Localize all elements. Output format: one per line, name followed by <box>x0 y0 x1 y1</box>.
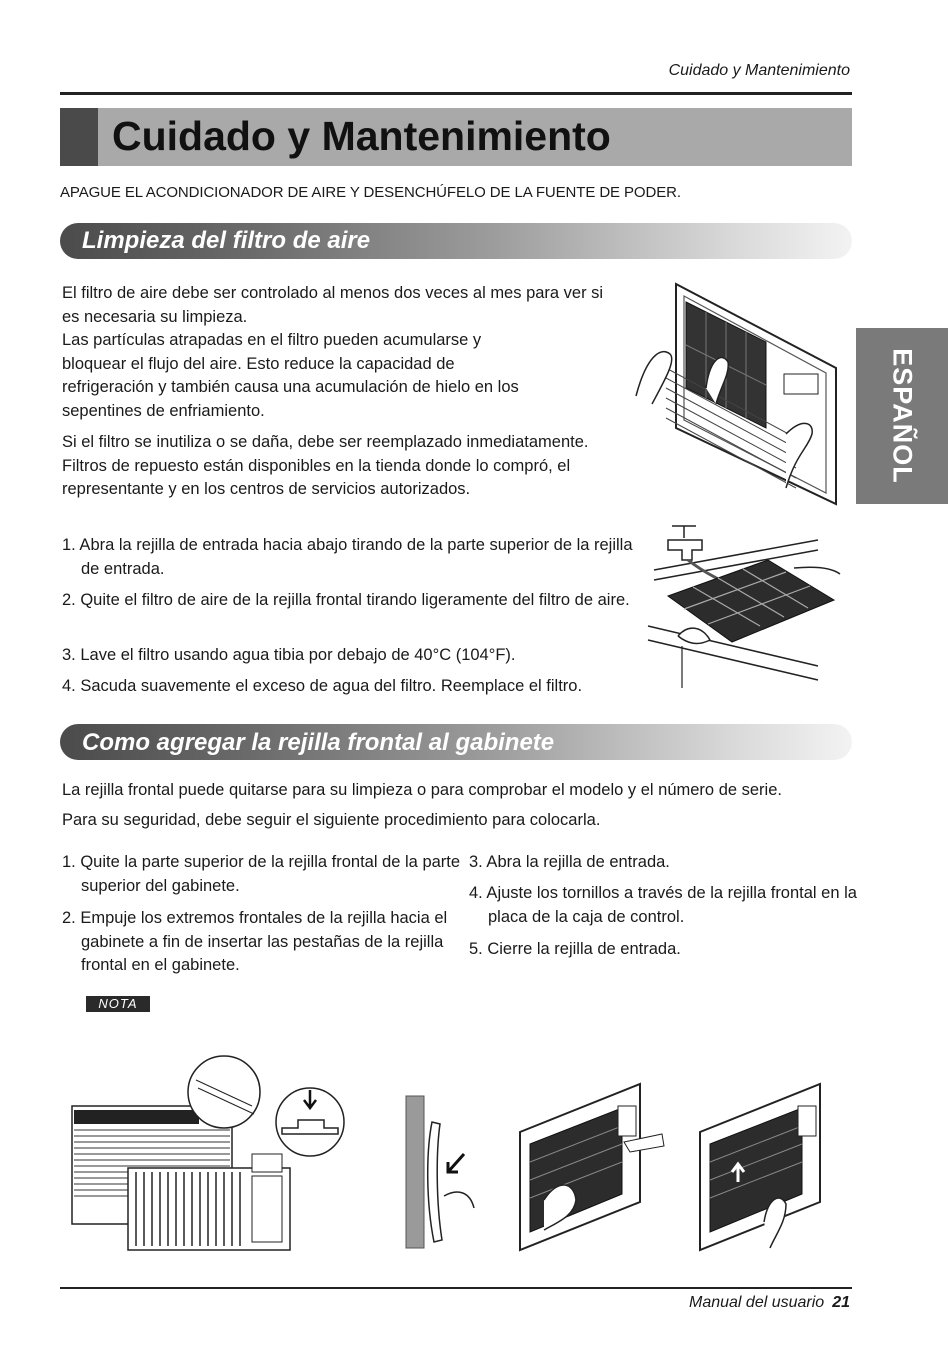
filter-para-2: Las partículas atrapadas en el filtro pueden acumularse y bloquear el flujo del aire. Esto reduce la capacidad de refrigeración y también causa una acumulación de hielo en los sepentines de enfriamiento. <box>62 331 519 420</box>
language-tab-label: ESPAÑOL <box>887 348 918 484</box>
grille-intro-2: Para su seguridad, debe seguir el siguiente procedimiento para colocarla. <box>62 811 601 829</box>
filter-para-1: El filtro de aire debe ser controlado al menos dos veces al mes para ver si es necesaria su limpieza. <box>62 284 604 326</box>
grille-step-1: 1. Quite la parte superior de la rejilla frontal de la parte superior del gabinete. <box>62 853 461 895</box>
filter-step-4: 4. Sacuda suavemente el exceso de agua del filtro. Reemplace el filtro. <box>62 677 583 695</box>
unit-callout-illustration <box>66 1050 356 1255</box>
footer-label: Manual del usuario <box>689 1294 825 1311</box>
grille-intro-1: La rejilla frontal puede quitarse para su limpieza o para comprobar el modelo y el número de serie. <box>62 781 782 799</box>
grille-step-5: 5. Cierre la rejilla de entrada. <box>469 940 681 958</box>
filter-step-1: 1. Abra la rejilla de entrada hacia abajo tirando de la parte superior de la rejilla de entrada. <box>62 536 633 578</box>
open-grille-illustration <box>514 1082 674 1254</box>
grille-step-3: 3. Abra la rejilla de entrada. <box>469 853 670 871</box>
top-rule <box>60 92 852 95</box>
running-header: Cuidado y Mantenimiento <box>668 62 850 79</box>
filter-removal-illustration <box>636 278 846 508</box>
filter-para-3: Si el filtro se inutiliza o se daña, debe ser reemplazado inmediatamente. Filtros de repuesto están disponibles en la tienda donde lo compró, el representante y en los centros de servicios autorizados. <box>62 433 589 498</box>
filter-step-3: 3. Lave el filtro usando agua tibia por debajo de 40°C (104°F). <box>62 646 516 664</box>
language-tab <box>856 328 948 504</box>
page-number: 21 <box>832 1294 850 1311</box>
title-block <box>60 108 98 166</box>
close-grille-illustration <box>694 1082 844 1254</box>
section-title-grille: Como agregar la rejilla frontal al gabinete <box>82 729 555 756</box>
bottom-rule <box>60 1287 852 1289</box>
grille-step-4: 4. Ajuste los tornillos a través de la rejilla frontal en la placa de la caja de control. <box>469 884 857 926</box>
page-title: Cuidado y Mantenimiento <box>112 113 611 159</box>
section-title-filter: Limpieza del filtro de aire <box>82 227 371 254</box>
filter-step-2: 2. Quite el filtro de aire de la rejilla frontal tirando ligeramente del filtro de aire. <box>62 591 630 609</box>
safety-warning: APAGUE EL ACONDICIONADOR DE AIRE Y DESENCHÚFELO DE LA FUENTE DE PODER. <box>60 184 681 201</box>
footer <box>560 1294 850 1312</box>
grille-step-2: 2. Empuje los extremos frontales de la rejilla hacia el gabinete a fin de insertar las pestañas de la rejilla frontal en el gabinete. <box>62 909 448 974</box>
note-badge: NOTA <box>86 996 150 1012</box>
filter-washing-illustration <box>648 516 848 690</box>
grille-side-view-illustration <box>404 1092 484 1252</box>
